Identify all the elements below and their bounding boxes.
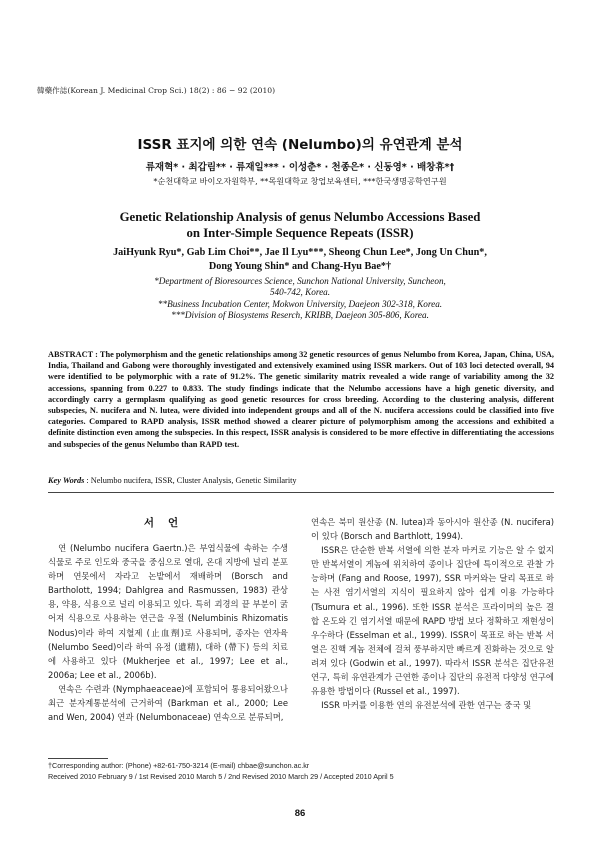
paragraph: ISSR 마커를 이용한 연의 유전분석에 관한 연구는 중국 및 [321,700,532,711]
english-title-line2: on Inter-Simple Sequence Repeats (ISSR) [186,226,414,240]
body-column-right [311,515,554,712]
keywords-label: Key Words [48,476,85,485]
english-authors-line1: JaiHyunk Ryu*, Gab Lim Choi**, Jae Il Lyu***, Sheong Chun Lee*, Jong Un Chun*, [113,247,487,258]
page-number: 86 [294,808,306,819]
body-column-left [48,541,288,724]
english-authors [0,246,600,273]
paragraph: 연속은 수련과 (Nymphaeaceae)에 포함되어 통용되어왔으나 최근 분자계통분석에 근거하여 (Barkman et al., 2000; Lee and Wen, 2004) 연과 (Nelumbonaceae) 연속으로 분류되며, [48,683,288,723]
paragraph: 연속은 북미 원산종 (N. lutea)과 동아시아 원산종 (N. nucifera)이 있다 (Borsch and Barthlott, 1994). [311,517,554,542]
korean-authors: 류재혁* · 최갑림** · 류재일*** · 이성춘* · 천종은* · 신동영* · 배창휴*† [145,162,455,173]
english-title-line1: Genetic Relationship Analysis of genus Nelumbo Accessions Based [119,210,481,224]
received-dates: Received 2010 February 9 / 1st Revised 2010 March 5 / 2nd Revised 2010 March 29 / Accepted 2010 April 5 [48,771,394,781]
journal-citation: 韓藥作誌(Korean J. Medicinal Crop Sci.) 18(2) : 86 − 92 (2010) [37,86,276,95]
section-heading-introduction: 서언 [143,517,193,529]
korean-title: ISSR 표지에 의한 연속 (Nelumbo)의 유연관계 분석 [137,137,463,153]
paragraph: ISSR은 단순한 반복 서열에 의한 분자 마커로 기능은 알 수 없지만 반복서열이 게놈에 위치하여 종이나 집단에 특이적으로 관찰 가능하며 (Fang and Roose, 1997), SSR 마커와는 달리 목표로 하는 사전 염기서열의 지식이 필요하지 않아 쉽게 이용 가능하다 (Tsumura et al., 1996). 또한 ISSR 분석은 프라이머의 높은 결합 온도와 긴 염기서열 때문에 RAPD 방법 보다 정확하고 재현성이 우수하다 (Esselman et al., 1999). ISSR이 목표로 하는 반복 서열은 진핵 게놈 전체에 걸쳐 풍부하지만 빠르게 진화하는 것으로 알려져 있다 (Godwin et al., 1997). 따라서 ISSR 분석은 집단유전 연구, 특히 유연관계가 근연한 종이나 집단의 유전적 다양성 연구에 유용한 방법이다 (Russel et al., 1997). [311,545,554,697]
paragraph: 연 (Nelumbo nucifera Gaertn.)은 부엽식물에 속하는 수생식물로 주로 인도와 중국을 중심으로 열대, 온대 지방에 널리 분포하며 연못에서 자라고 논밭에서 재배하며 (Borsch and Bartholott, 1994; Dahlgrea and Rasmussen, 1983) 관상용, 약용, 식용으로 널리 이용되고 있다. 특히 괴경의 끝 부분이 굵어져 식용으로 사용하는 연근을 우절 (Nelumbinis Rhizomatis Nodus)이라 하여 지혈제 (止血劑)로 사용되며, 종자는 연자육 (Nelumbo Seed)이라 하여 유정 (遺精), 대하 (帶下) 등의 치료에 사용하고 있다 (Mukherjee et al., 1997; Lee et al., 2006a; Lee et al., 2006b). [48,543,288,680]
english-affiliations [0,276,600,322]
footnote-divider [48,758,108,759]
affiliation-1-line2: 540-742, Korea. [269,287,331,298]
affiliation-2: **Business Incubation Center, Mokwon University, Daejeon 302-318, Korea. [157,298,443,309]
abstract-divider [48,492,554,493]
english-authors-line2: Dong Young Shin* and Chang-Hyu Bae*† [208,260,392,272]
korean-affiliations: *순천대학교 바이오자원학부, **목원대학교 창업보육센터, ***한국생명공학연구원 [153,176,447,186]
corresponding-author: †Corresponding author: (Phone) +82-61-750-3214 (E-mail) chbae@sunchon.ac.kr [48,761,310,770]
english-title [0,209,600,241]
affiliation-1-line1: *Department of Bioresources Science, Sunchon National University, Suncheon, [154,276,446,286]
keywords [48,475,554,486]
affiliation-3: ***Division of Biosystems Reserch, KRIBB, Daejeon 305-806, Korea. [171,310,429,321]
footnote [48,761,554,782]
abstract: ABSTRACT : The polymorphism and the genetic relationships among 32 genetic resources of genus Nelumbo from Korea, Japan, China, USA, India, Thailand and Gabong were thoroughly investigated and extensively examined using ISSR markers. Out of 103 loci detected overall, 94 were identified to be polymorphic with a rate of 91.2%. The genetic similarity matrix revealed a wide range of variability among the 32 accessions, spanning from 0.227 to 0.833. The study findings indicate that the Nelumbo accessions have a high genetic diversity, and accordingly carry a germplasm qualifying as good genetic resources for cross breeding. According to the clustering analysis, different subspecies, N. nucifera and N. lutea, were divided into independent groups and all of the N. nucifera accessions could be classified into five categories. Compared to RAPD analysis, ISSR method showed a clearer picture of polymorphism among the accessions and exhibited a definite distinction even among the subspecies. In this respect, ISSR analysis is considered to be more effective in differentiating the accessions and subspecies of the genus Nelumbo than RAPD test. [48,350,554,449]
keywords-text: : Nelumbo nucifera, ISSR, Cluster Analysis, Genetic Similarity [84,476,297,485]
